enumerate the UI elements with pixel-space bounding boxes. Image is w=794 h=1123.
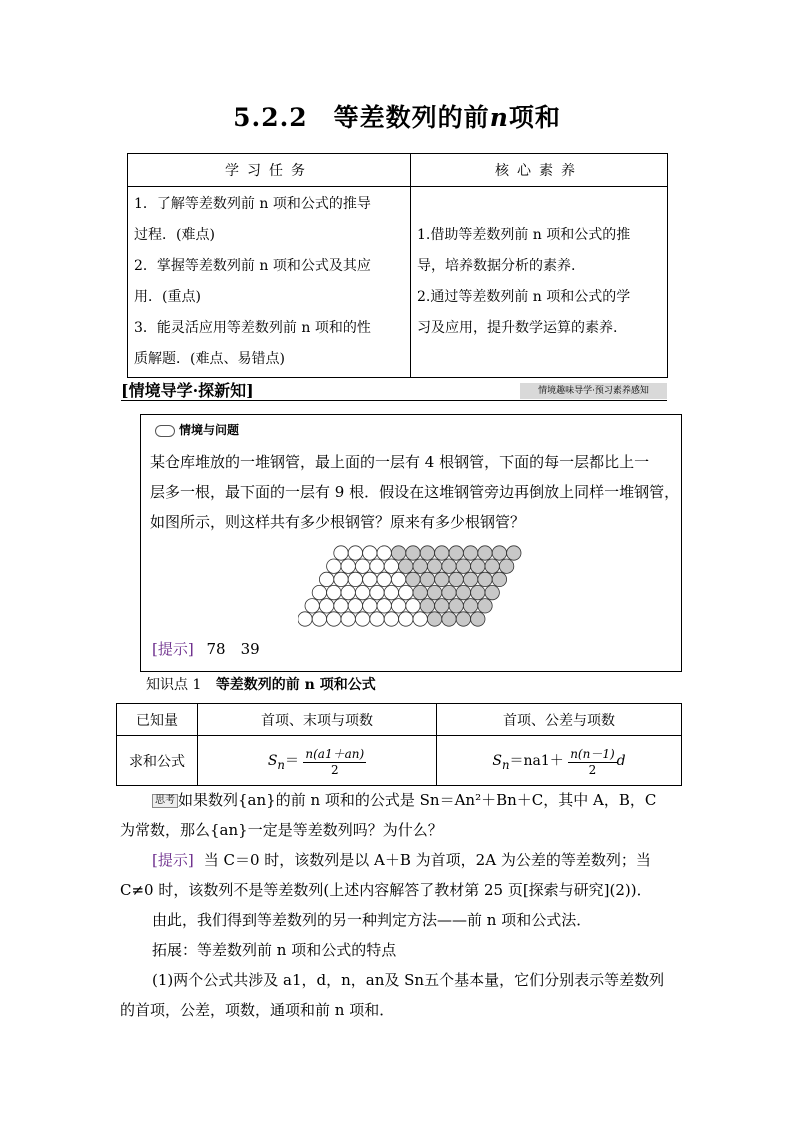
steel-pipe-original	[334, 599, 348, 613]
section-heading: [情境导学·探新知]	[121, 381, 254, 400]
steel-pipe-original	[413, 612, 427, 626]
steel-pipe-added	[507, 546, 521, 560]
task-head-left: 学习任务	[128, 154, 411, 187]
steel-pipe-added	[427, 585, 441, 599]
steel-pipe-original	[348, 546, 362, 560]
think-badge: 思考	[152, 794, 178, 808]
steel-pipe-original	[341, 612, 355, 626]
steel-pipe-added	[456, 585, 470, 599]
steel-pipe-original	[348, 599, 362, 613]
steel-pipe-added	[485, 559, 499, 573]
task-head-right: 核心素养	[411, 154, 668, 187]
steel-pipe-original	[327, 559, 341, 573]
steel-pipe-original	[384, 585, 398, 599]
formula-table	[116, 703, 682, 786]
steel-pipe-added	[449, 572, 463, 586]
steel-pipe-added	[492, 546, 506, 560]
formula-2: $S_n=na1+$ $\frac{n(n-1)}{2}$ d	[437, 736, 682, 786]
steel-pipe-original	[384, 559, 398, 573]
steel-pipe-added	[427, 612, 441, 626]
steel-pipe-added	[449, 599, 463, 613]
steel-pipe-added	[471, 585, 485, 599]
steel-pipe-original	[363, 572, 377, 586]
steel-pipe-original	[406, 599, 420, 613]
steel-pipe-added	[492, 572, 506, 586]
task-list: 1．了解等差数列前 n 项和公式的推导 过程．(难点) 2．掌握等差数列前 n 项和公式及其应 用．(重点) 3．能灵活应用等差数列前 n 项和的性 质解题．(难点、易错点)	[128, 187, 411, 378]
steel-pipe-added	[413, 559, 427, 573]
section-tag: 情境趣味导学·预习素养感知	[520, 383, 667, 399]
formula-1: $S_n=$ $\frac{n(a1+an)}{2}$	[198, 736, 437, 786]
steel-pipe-original	[327, 612, 341, 626]
steel-pipe-added	[435, 599, 449, 613]
scenario-hint: [提示] 78 39	[152, 640, 260, 658]
steel-pipe-added	[420, 599, 434, 613]
steel-pipe-original	[363, 599, 377, 613]
steel-pipe-original	[341, 585, 355, 599]
steel-pipe-added	[478, 572, 492, 586]
section-rule	[121, 400, 667, 401]
steel-pipe-original	[391, 572, 405, 586]
steel-pipe-added	[463, 546, 477, 560]
steel-pipe-original	[298, 612, 312, 626]
task-table	[127, 153, 668, 378]
steel-pipe-added	[456, 559, 470, 573]
known-quantity-label: 已知量	[117, 704, 198, 736]
steel-pipe-added	[427, 559, 441, 573]
steel-pipe-original	[399, 585, 413, 599]
steel-pipe-original	[341, 559, 355, 573]
steel-pipe-added	[420, 572, 434, 586]
steel-pipe-original	[355, 612, 369, 626]
steel-pipe-added	[478, 546, 492, 560]
steel-pipe-original	[355, 585, 369, 599]
steel-pipe-added	[406, 546, 420, 560]
literacy-list: 1.借助等差数列前 n 项和公式的推 导，培养数据分析的素养. 2.通过等差数列前 n 项和公式的学 习及应用，提升数学运算的素养.	[411, 187, 668, 378]
steel-pipe-original	[384, 612, 398, 626]
steel-pipe-added	[406, 572, 420, 586]
steel-pipe-added	[442, 585, 456, 599]
steel-pipe-original	[334, 546, 348, 560]
steel-pipe-original	[319, 599, 333, 613]
knowledge-point-heading: 知识点 1 等差数列的前 n 项和公式	[146, 677, 376, 693]
steel-pipe-original	[327, 585, 341, 599]
steel-pipe-added	[435, 572, 449, 586]
steel-pipe-added	[456, 612, 470, 626]
sum-formula-label: 求和公式	[117, 736, 198, 786]
steel-pipe-original	[305, 599, 319, 613]
steel-pipe-added	[471, 559, 485, 573]
steel-pipe-added	[391, 546, 405, 560]
steel-pipe-added	[449, 546, 463, 560]
steel-pipe-original	[355, 559, 369, 573]
steel-pipe-added	[485, 585, 499, 599]
steel-pipe-original	[391, 599, 405, 613]
steel-pipe-original	[370, 559, 384, 573]
steel-pipe-added	[478, 599, 492, 613]
scenario-icon	[155, 425, 175, 437]
steel-pipe-added	[442, 559, 456, 573]
steel-pipe-original	[348, 572, 362, 586]
steel-pipe-original	[377, 546, 391, 560]
steel-pipe-added	[463, 572, 477, 586]
steel-pipe-original	[363, 546, 377, 560]
steel-pipe-added	[442, 612, 456, 626]
think-question: 思考 如果数列{an}的前 n 项和的公式是 Sn＝An²＋Bn＋C，其中 A，B，C 为常数，那么{an}一定是等差数列吗？为什么？	[120, 791, 657, 839]
col-first-last: 首项、末项与项数	[198, 704, 437, 736]
col-first-diff: 首项、公差与项数	[437, 704, 682, 736]
answer-block: [提示] 当 C＝0 时，该数列是以 A＋B 为首项，2A 为公差的等差数列；当 C≠0 时，该数列不是等差数列(上述内容解答了教材第 25 页[探索与研究](2))． 由此，我们得到等差数列的另一种判定方法——前 n 项和公式法． 拓展：等差数列前 n 项和公式的特点 (1)两个公式共涉及 a1，d，n，an及 Sn五个基本量，它们分别表示等差数列 的首项，公差，项数，通项和前 n 项和．	[120, 851, 665, 1019]
steel-pipe-added	[471, 612, 485, 626]
steel-pipe-original	[370, 612, 384, 626]
steel-pipe-original	[312, 585, 326, 599]
page-title: 5.2.2 等差数列的前n项和	[233, 103, 561, 132]
steel-pipe-original	[319, 572, 333, 586]
steel-pipe-added	[435, 546, 449, 560]
steel-pipe-added	[420, 546, 434, 560]
steel-pipe-added	[463, 599, 477, 613]
steel-pipe-added	[499, 559, 513, 573]
scenario-text: 某仓库堆放的一堆钢管，最上面的一层有 4 根钢管，下面的每一层都比上一 层多一根，最下面的一层有 9 根．假设在这堆钢管旁边再倒放上同样一堆钢管， 如图所示，则这样共有多少根钢管？原来有多少根钢管？	[150, 453, 680, 531]
steel-pipe-original	[312, 612, 326, 626]
steel-pipe-original	[377, 572, 391, 586]
scenario-label: 情境与问题	[155, 421, 239, 438]
steel-pipe-original	[370, 585, 384, 599]
steel-pipe-original	[399, 612, 413, 626]
steel-pipes-figure	[298, 543, 530, 629]
steel-pipe-added	[399, 559, 413, 573]
steel-pipe-added	[413, 585, 427, 599]
steel-pipe-original	[377, 599, 391, 613]
steel-pipe-original	[334, 572, 348, 586]
